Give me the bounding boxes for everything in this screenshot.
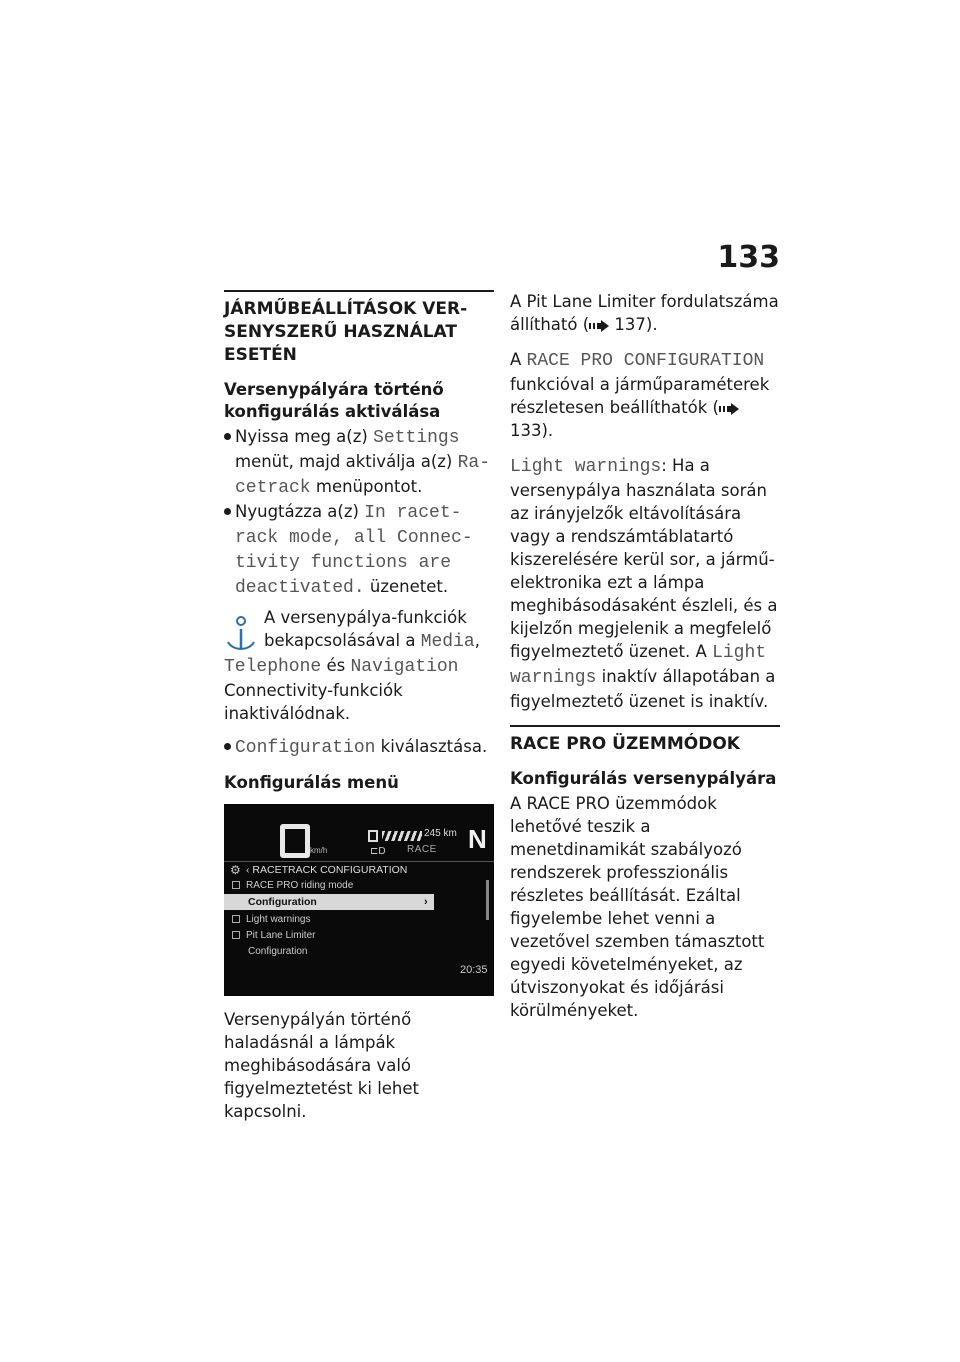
lamp-icon: ⊏D	[370, 846, 386, 857]
checkbox-icon	[232, 881, 240, 889]
code-text: RACE PRO CONFIGURATION	[526, 351, 765, 371]
code-text: Telephone	[224, 657, 322, 677]
paragraph: Light warnings: Ha a versenypálya használata során az irányjelzők eltávolítására vagy a rendszámtáblatartó kiszerelésére kerül sor, a jármű-elektronika ezt a lámpa meghibásodásaként észleli, és a kijelzőn megjelenik a megfelelő figyelmeztető üzenet. A Light warnings inaktív állapotában a figyelmeztető üzenet is inaktív.	[510, 456, 778, 711]
code-text: In racet-rack mode, all Connec-tivity functions are deactivated.	[235, 503, 473, 598]
checkbox-icon	[232, 931, 240, 939]
image-caption: Versenypályán történő haladásnál a lámpák meghibásodására való figyelmeztetést ki lehet kapcsolni.	[224, 1010, 420, 1121]
step-list	[224, 735, 494, 760]
menu-row-selected[interactable]: Configuration	[224, 894, 434, 910]
code-text: Media	[420, 632, 475, 652]
speed-digit	[280, 824, 310, 858]
right-column	[510, 290, 780, 1022]
code-text: Light warnings	[510, 457, 662, 477]
step-list	[224, 425, 494, 600]
section-rule	[224, 290, 494, 292]
menu-row[interactable]: Configuration	[248, 946, 308, 957]
code-text: Ra-cetrack	[235, 453, 491, 498]
page-reference-arrow-icon	[719, 403, 739, 415]
screen-separator	[224, 861, 494, 862]
fuel-bars	[382, 831, 422, 841]
left-column	[224, 290, 494, 1123]
info-icon	[224, 612, 258, 654]
code-text: Settings	[373, 428, 460, 448]
dashboard-screenshot	[224, 804, 494, 996]
section-heading: RACE PRO ÜZEMMÓDOK	[510, 734, 740, 754]
chevron-right-icon: ›	[424, 896, 428, 908]
scrollbar[interactable]	[486, 880, 489, 920]
paragraph: A RACE PRO CONFIGURATION funkcióval a járműparaméterek részletesen beállíthatók ( 133).	[510, 350, 770, 440]
checkbox-icon	[232, 915, 240, 923]
settings-gear-icon: ⚙	[230, 863, 241, 877]
step-item: Configuration kiválasztása.	[224, 735, 494, 760]
code-text: Navigation	[350, 657, 459, 677]
clock: 20:35	[460, 964, 488, 976]
menu-row[interactable]: Pit Lane Limiter	[232, 930, 315, 946]
section-heading: JÁRMŰBEÁLLÍTÁSOK VER-SENYSZERŰ HASZNÁLAT ESETÉN	[224, 299, 468, 365]
riding-mode: RACE	[407, 844, 437, 855]
gear-indicator: N	[468, 824, 487, 854]
page-reference-arrow-icon	[589, 320, 609, 332]
step-item: Nyissa meg a(z) Settings menüt, majd aktiválja a(z) Ra-cetrack menüpontot.	[224, 425, 494, 500]
section-rule	[510, 725, 780, 727]
speed-unit: km/h	[310, 846, 328, 855]
menu-header: ‹ RACETRACK CONFIGURATION	[246, 864, 408, 876]
range-readout: 245 km	[424, 828, 457, 839]
page-number: 133	[717, 240, 780, 275]
code-text: Light warnings	[510, 643, 767, 688]
paragraph: A RACE PRO üzemmódok lehetővé teszik a menetdinamikát szabályozó rendszerek professzionális részletes beállítását. Ezáltal figyelembe lehet venni a vezetővel szemben támasztott egyedi követelményeket, az útviszonyokat és időjárási körülményeket.	[510, 794, 765, 1020]
menu-row[interactable]: Light warnings	[232, 914, 310, 930]
step-item: Nyugtázza a(z) In racet-rack mode, all Connec-tivity functions are deactivated. üzenetet.	[224, 500, 494, 600]
subheading-menu: Konfigurálás menü	[224, 773, 399, 792]
menu-row[interactable]: RACE PRO riding mode	[232, 880, 353, 896]
subheading-config: Konfigurálás versenypályára	[510, 769, 777, 788]
fuel-icon	[368, 830, 378, 842]
info-note: A versenypálya-funkciók bekapcsolásával a Media, Telephone és Navigation Connectivity-funkciók inaktiválódnak.	[224, 608, 480, 723]
paragraph: A Pit Lane Limiter fordulatszáma állítható ( 137).	[510, 292, 779, 334]
code-text: Configuration	[235, 738, 376, 758]
subheading-activation: Versenypályára történő konfigurálás aktiválása	[224, 380, 444, 421]
